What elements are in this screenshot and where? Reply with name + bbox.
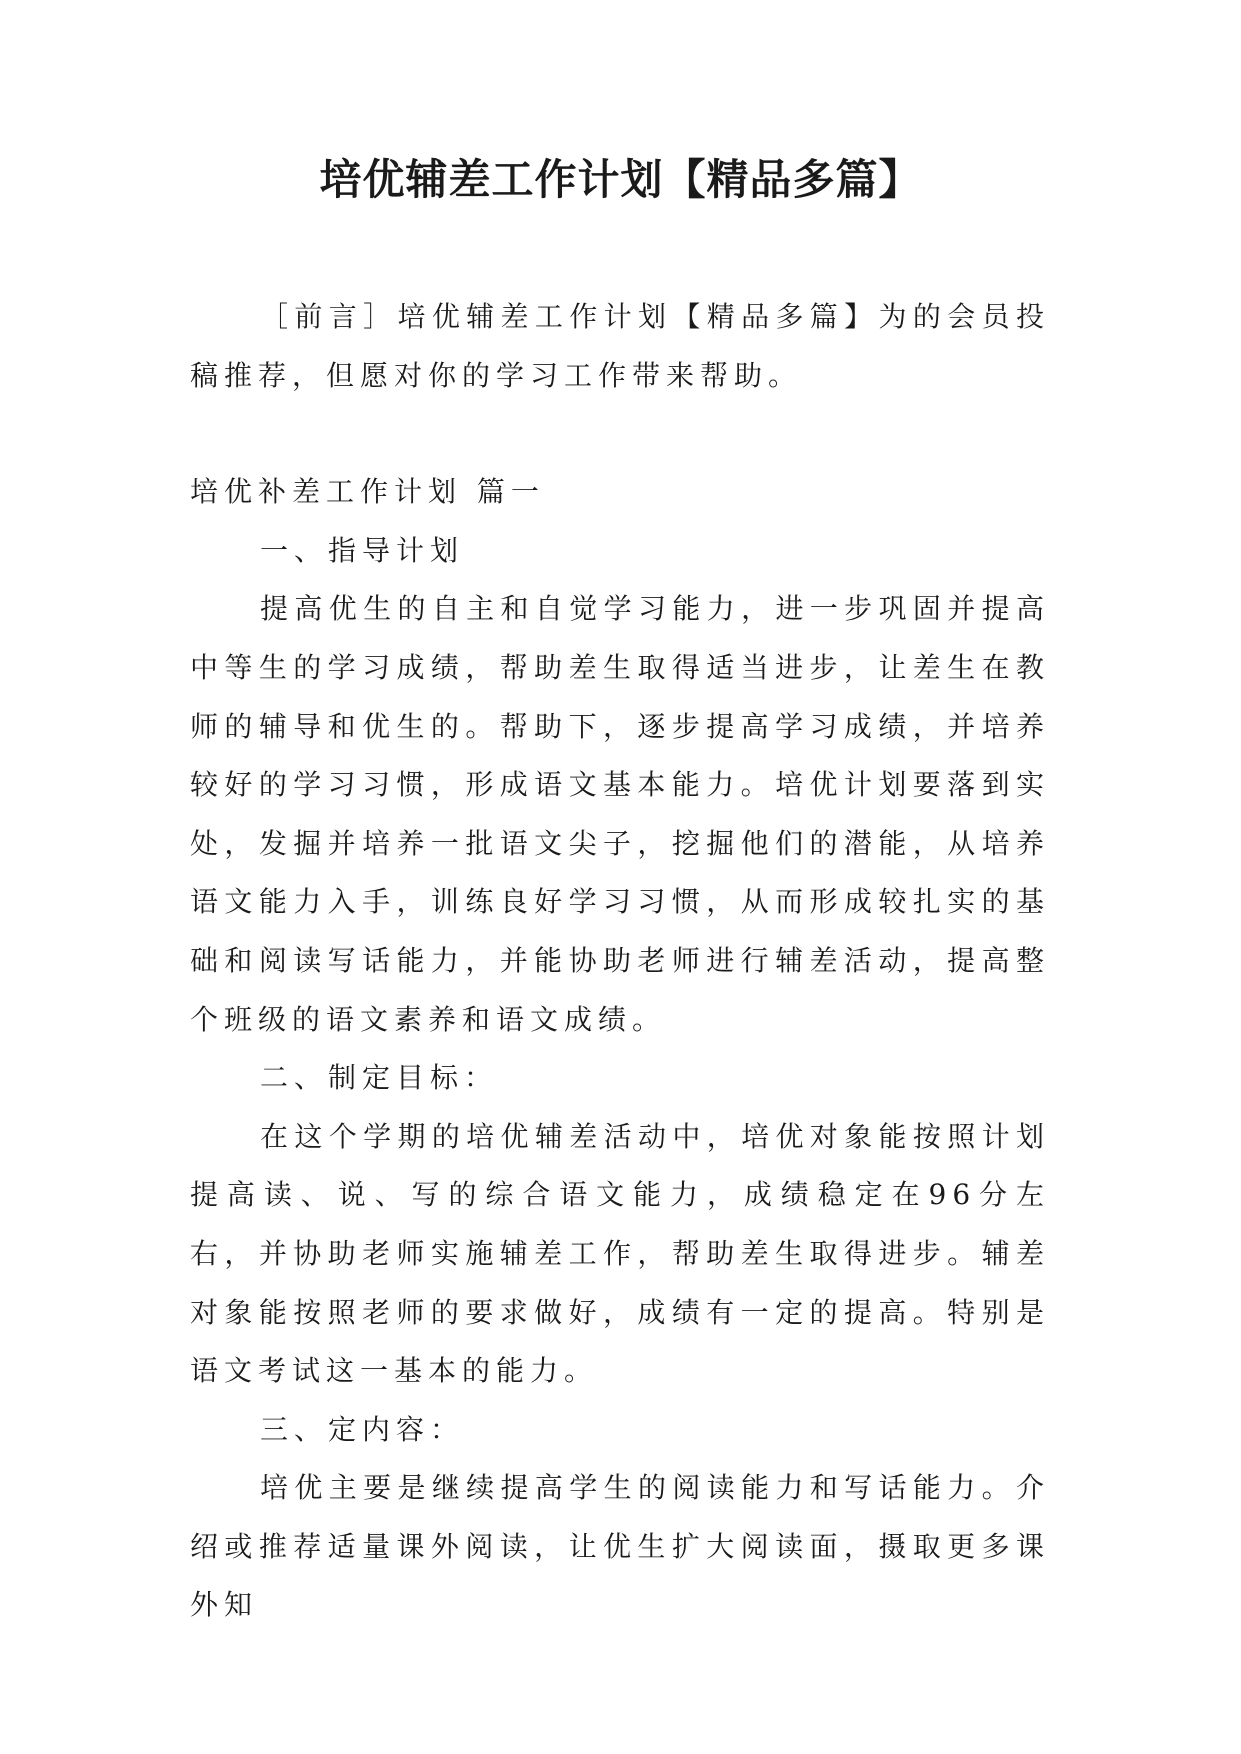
subheading-guidance-plan: 一、指导计划 bbox=[260, 533, 465, 567]
section-heading: 培优补差工作计划 篇一 bbox=[190, 475, 545, 509]
preface-paragraph: ［前言］培优辅差工作计划【精品多篇】为的会员投稿推荐，但愿对你的学习工作带来帮助。 bbox=[190, 300, 1050, 392]
document-body bbox=[190, 288, 1050, 1635]
paragraph-set-content: 培优主要是继续提高学生的阅读能力和写话能力。介绍或推荐适量课外阅读，让优生扩大阅读面，摄取更多课外知 bbox=[190, 1471, 1050, 1622]
subheading-set-content: 三、定内容： bbox=[260, 1412, 465, 1446]
paragraph-gap bbox=[190, 405, 1050, 463]
document-title: 培优辅差工作计划【精品多篇】 bbox=[319, 155, 922, 204]
paragraph-set-goals: 在这个学期的培优辅差活动中，培优对象能按照计划提高读、说、写的综合语文能力，成绩稳定在96分左右，并协助老师实施辅差工作，帮助差生取得进步。辅差对象能按照老师的要求做好，成绩有一定的提高。特别是语文考试这一基本的能力。 bbox=[190, 1119, 1050, 1388]
paragraph-guidance-plan: 提高优生的自主和自觉学习能力，进一步巩固并提高中等生的学习成绩，帮助差生取得适当进步，让差生在教师的辅导和优生的。帮助下，逐步提高学习成绩，并培养较好的学习习惯，形成语文基本能力。培优计划要落到实处，发掘并培养一批语文尖子，挖掘他们的潜能，从培养语文能力入手，训练良好学习习惯，从而形成较扎实的基础和阅读写话能力，并能协助老师进行辅差活动，提高整个班级的语文素养和语文成绩。 bbox=[190, 592, 1050, 1036]
subheading-set-goals: 二、制定目标： bbox=[260, 1061, 499, 1095]
